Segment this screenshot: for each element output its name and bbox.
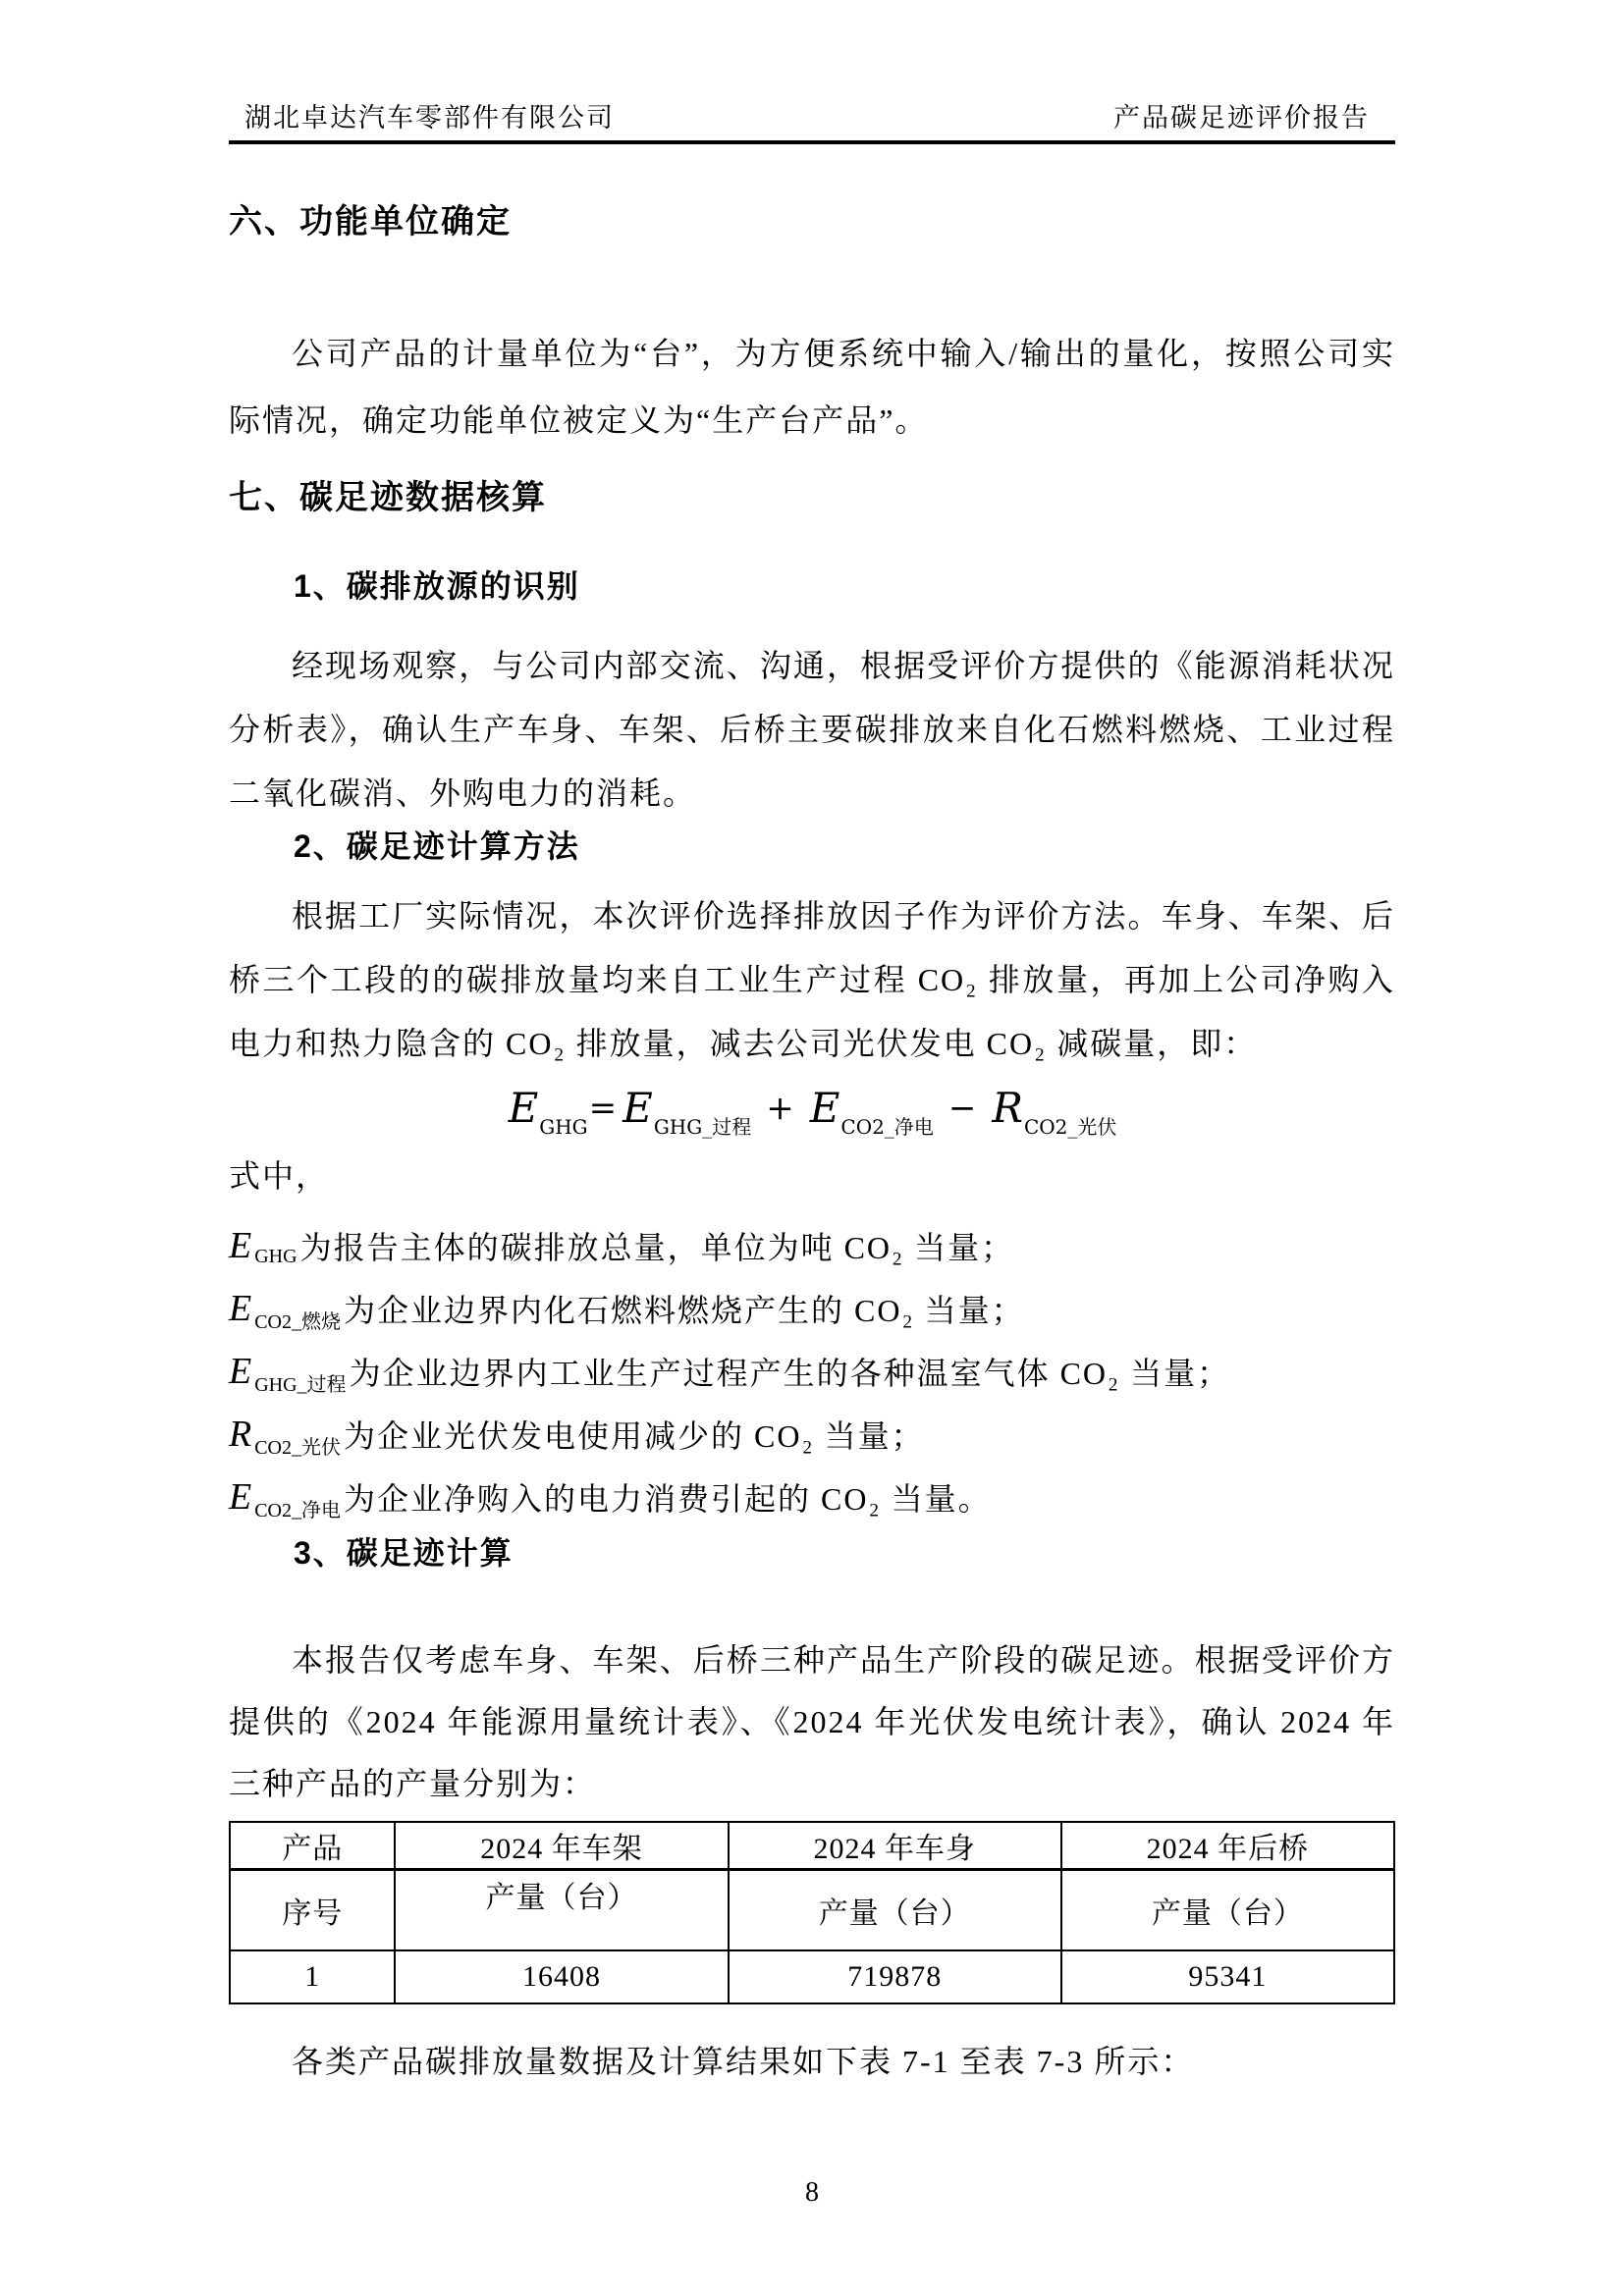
definition-line (229, 1214, 1395, 1277)
section-6-heading: 六、功能单位确定 (229, 203, 512, 240)
definition-line (229, 1277, 1395, 1340)
formula-symbol: R (992, 1084, 1023, 1132)
definition-text: 为企业边界内工业生产过程产生的各种温室气体 CO₂ 当量； (349, 1356, 1231, 1391)
definition-subscript: CO2_燃烧 (254, 1310, 342, 1333)
definition-text: 为企业净购入的电力消费引起的 CO₂ 当量。 (344, 1481, 992, 1517)
definition-line (229, 1340, 1395, 1403)
definition-text: 为企业光伏发电使用减少的 CO₂ 当量； (344, 1418, 925, 1454)
formula-symbol: E (623, 1084, 653, 1132)
table-cell: 产量（台） (1061, 1870, 1394, 1951)
subsection-7-2-paragraph: 根据工厂实际情况，本次评价选择排放因子作为评价方法。车身、车架、后桥三个工段的的碳排放量均来自工业生产过程 CO₂ 排放量，再加上公司净购入电力和热力隐含的 CO₂ 排放量，减去公司光伏发电 CO₂ 减碳量，即： (229, 898, 1395, 1061)
section-6-paragraph: 公司产品的计量单位为“台”，为方便系统中输入/输出的量化，按照公司实际情况，确定功能单位被定义为“生产台产品”。 (229, 336, 1395, 438)
page-content (229, 139, 1395, 2094)
table-row (230, 1950, 1394, 2003)
definition-line (229, 1403, 1395, 1466)
table-cell: 719878 (729, 1950, 1061, 2003)
variable-definitions (229, 1214, 1395, 1528)
table-cell: 产品 (230, 1822, 395, 1870)
table-cell: 序号 (230, 1870, 395, 1951)
table-cell: 产量（台） (395, 1870, 728, 1951)
definition-line (229, 1466, 1395, 1528)
definition-symbol: R (229, 1414, 254, 1455)
formula-subscript: CO2_光伏 (1023, 1115, 1117, 1139)
subsection-7-3-paragraph: 本报告仅考虑车身、车架、后桥三种产品生产阶段的碳足迹。根据受评价方提供的《2024 年能源用量统计表》、《2024 年光伏发电统计表》，确认 2024 年三种产品的产量分别为： (229, 1642, 1395, 1801)
table-row (230, 1870, 1394, 1951)
definition-subscript: GHG (254, 1245, 298, 1267)
definition-symbol: E (229, 1288, 254, 1329)
subsection-7-1-heading: 1、碳排放源的识别 (294, 568, 580, 604)
formula-subscript: GHG_过程 (653, 1115, 752, 1139)
table-cell: 16408 (395, 1950, 728, 2003)
production-table (229, 1821, 1395, 2004)
subsection-7-3-heading: 3、碳足迹计算 (294, 1535, 514, 1571)
formula-minus-sign: − (947, 1089, 977, 1128)
definition-symbol: E (229, 1476, 254, 1518)
ghg-formula (229, 1078, 1395, 1139)
formula-symbol: E (508, 1084, 539, 1132)
definition-subscript: GHG_过程 (254, 1373, 347, 1396)
definition-text: 为企业边界内化石燃料燃烧产生的 CO₂ 当量； (344, 1293, 1025, 1328)
formula-term-net-electricity (809, 1084, 934, 1139)
formula-plus-sign: + (766, 1089, 794, 1128)
definition-symbol: E (229, 1351, 254, 1392)
table-cell: 95341 (1061, 1950, 1394, 2003)
table-cell: 2024 年车架 (395, 1822, 728, 1870)
definition-text: 为报告主体的碳排放总量，单位为吨 CO₂ 当量； (299, 1230, 1015, 1265)
closing-paragraph: 各类产品碳排放量数据及计算结果如下表 7-1 至表 7-3 所示： (292, 2044, 1195, 2079)
table-cell: 1 (230, 1950, 395, 2003)
table-row (230, 1822, 1394, 1870)
definition-subscript: CO2_净电 (254, 1499, 342, 1522)
header-company: 湖北卓达汽车零部件有限公司 (244, 103, 615, 133)
formula-subscript: CO2_净电 (840, 1115, 934, 1139)
formula-subscript: GHG (539, 1115, 588, 1139)
page-header (229, 0, 1395, 144)
definition-subscript: CO2_光伏 (254, 1436, 342, 1459)
definition-symbol: E (229, 1225, 254, 1266)
table-cell: 2024 年车身 (729, 1822, 1061, 1870)
table-cell: 产量（台） (729, 1870, 1061, 1951)
formula-term-photovoltaic (992, 1084, 1117, 1139)
formula-equals-sign: = (588, 1089, 618, 1128)
formula-term-process (623, 1084, 752, 1139)
formula-where-label: 式中， (229, 1158, 330, 1194)
section-7-heading: 七、碳足迹数据核算 (229, 479, 547, 516)
page-number: 8 (805, 2177, 819, 2208)
formula-symbol: E (809, 1084, 840, 1132)
table-cell: 2024 年后桥 (1061, 1822, 1394, 1870)
page-footer (0, 2177, 1624, 2209)
formula-lhs (508, 1084, 588, 1139)
subsection-7-2-heading: 2、碳足迹计算方法 (294, 828, 580, 864)
subsection-7-1-paragraph: 经现场观察，与公司内部交流、沟通，根据受评价方提供的《能源消耗状况分析表》，确认生产车身、车架、后桥主要碳排放来自化石燃料燃烧、工业过程二氧化碳消、外购电力的消耗。 (229, 648, 1395, 811)
header-report-title: 产品碳足迹评价报告 (1113, 103, 1370, 133)
